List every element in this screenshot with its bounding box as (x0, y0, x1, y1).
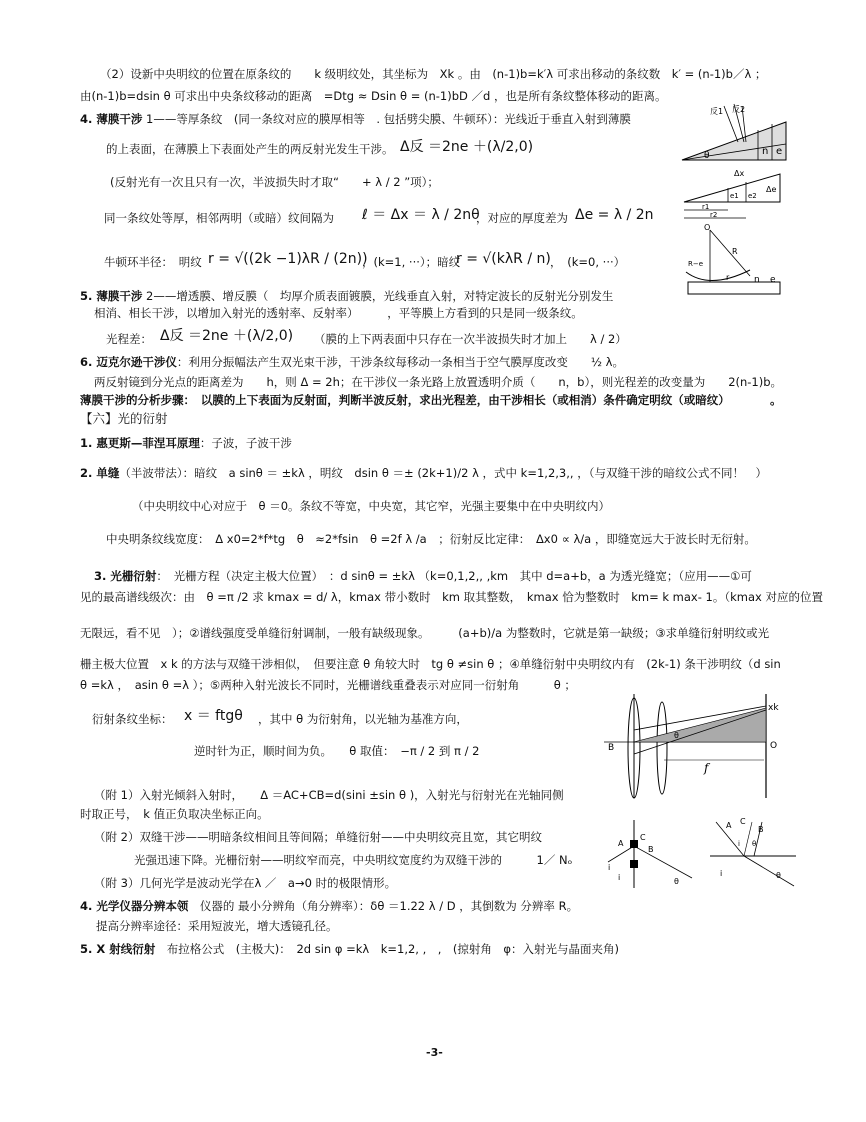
chapter-diffraction-heading: 【六】光的衍射 (80, 411, 168, 426)
section-resolution-heading: 4. 光学仪器分辨本领 (80, 899, 189, 913)
fig5-label-i2: i (618, 873, 621, 882)
text-line-18: 中央明条纹线宽度： Δ x0=2*f*tg θ ≈2*fsin θ =2f λ /a ；衍射反比定律： Δx0 ∝ λ/a ，即缝宽远大于波长时无衍射。 (106, 532, 756, 546)
page-number: -3- (426, 1046, 443, 1059)
fig6-label-a: A (726, 821, 732, 830)
fig5-label-theta: θ (674, 877, 679, 886)
lens-surface (686, 270, 750, 281)
text-line-7c: ， (k=0, ···） (550, 255, 626, 269)
section-5-heading: 5. 薄膜干涉 (80, 289, 143, 303)
fig4-label-xk: xk (768, 703, 779, 713)
text-line-31-body: 仪器的 最小分辨角（角分辨率）：δθ ＝1.22 λ / D ，其倒数为 分辨率 R。 (188, 899, 579, 913)
text-line-13 (80, 392, 782, 408)
formula-thickness-diff: Δe = λ / 2n (575, 207, 654, 223)
text-line-30: （附 3）几何光学是波动光学在λ ／ a→0 时的极限情形。 (94, 876, 397, 890)
fig1-label-theta: θ (704, 151, 710, 161)
formula-fringe-spacing: ℓ ＝ Δx ＝ λ / 2nθ (362, 207, 480, 223)
text-line-11 (80, 354, 624, 370)
text-line-32: 提高分辨率途径：采用短波光，增大透镜孔径。 (96, 919, 338, 933)
text-line-22: 栅主极大位置 x k 的方法与双缝干涉相似， 但要注意 θ 角较大时 tg θ ≠sin θ ；④单缝衍射中央明纹内有 (2k-1) 条干涉明纹（d sin (80, 657, 781, 671)
fig2-label-e1: e1 (730, 192, 739, 200)
oblique-incidence-figure-a (604, 818, 696, 890)
section-grating-heading: 3. 光栅衍射 (94, 569, 157, 583)
text-line-15 (80, 435, 292, 451)
fig3-label-r: r (726, 273, 730, 282)
section-6-heading: 6. 迈克尔逊干涉仪 (80, 355, 177, 369)
lens-element (657, 702, 667, 794)
newton-rings-figure (682, 224, 784, 300)
fig3-label-r-minus-e: R−e (688, 260, 704, 268)
diffracted-ray (634, 846, 692, 878)
formula-dark-ring: r = √(kλR / n) (456, 251, 551, 267)
fig6-label-theta2: θ (776, 871, 781, 880)
text-line-15-body: ：子波，子波干涉 (199, 436, 292, 450)
text-line-16 (80, 465, 767, 481)
fig1-label-reflect2: 反2 (732, 105, 746, 114)
fig4-label-f: f (704, 761, 709, 775)
out-ray (744, 856, 794, 886)
grating-lens-figure (604, 690, 790, 800)
section-4-heading: 4. 薄膜干涉 (80, 112, 143, 126)
text-line-2: 由(n-1)b=dsin θ 可求出中央条纹移动的距离 =Dtg ≈ Dsin θ = (n-1)bD ／d ，也是所有条纹整体移动的距离。 (80, 89, 667, 103)
text-line-20: 见的最高谱线级次：由 θ =π /2 求 kmax = d/ λ，kmax 带小数时 km 取其整数， kmax 恰为整数时 km= k max- 1。（kmax 对应的位置 (80, 590, 823, 604)
text-line-11-body: ：利用分振幅法产生双光束干涉，干涉条纹每移动一条相当于空气膜厚度改变 ½ λ。 (176, 355, 624, 369)
text-line-33-body: 布拉格公式 (主极大)： 2d sin φ =kλ k=1,2, , , (掠射角 φ：入射光与晶面夹角) (155, 942, 619, 956)
text-line-7b: ，(k=1, ···）；暗纹 (362, 255, 461, 269)
fig5-label-i: i (608, 863, 611, 872)
fig6-label-i: i (738, 840, 740, 848)
text-line-31 (80, 898, 578, 914)
fig1-label-n: n (762, 146, 769, 157)
fig3-label-o: O (704, 224, 711, 232)
text-line-25: 逆时针为正，顺时间为负。 θ 取值： −π / 2 到 π / 2 (194, 744, 480, 758)
formula-optical-path-1: Δ反 ＝2ne ＋(λ/2,0) (400, 139, 534, 155)
fig1-label-reflect1: 反1 (710, 107, 724, 116)
section-huygens-heading: 1. 惠更斯—菲涅耳原理 (80, 436, 200, 450)
glass-plate (688, 282, 780, 294)
text-line-1: （2）设新中央明纹的位置在原条纹的 k 级明纹处，其坐标为 Xk 。由 (n-1)b=k′λ 可求出移动的条纹数 k′ = (n-1)b／λ ； (100, 67, 767, 81)
fig6-label-c: C (740, 817, 746, 826)
fig2-label-r2: r2 (710, 211, 718, 219)
normal-line (744, 822, 752, 856)
fig6-label-i2: i (720, 869, 723, 878)
fig4-label-b: B (608, 743, 615, 753)
text-line-7a: 牛顿环半径： 明纹 (104, 255, 202, 269)
text-line-26: （附 1）入射光倾斜入射时， Δ ＝AC+CB=d(sini ±sin θ )，入射光与衍射光在光轴同侧 (94, 788, 564, 802)
text-line-29: 光强迅速下降。光栅衍射——明纹窄而亮，中央明纹宽度约为双缝干涉的 1／ Nₒ (134, 853, 573, 867)
formula-fringe-coordinate: x ＝ ftgθ (184, 708, 243, 724)
fig3-label-e: e (770, 275, 776, 285)
wedge-film-figure (680, 102, 788, 164)
section-single-slit-heading: 2. 单缝 (80, 466, 120, 480)
text-line-19-body: ： 光栅方程（决定主极大位置） ：d sinθ = ±kλ （k=0,1,2,, ,km 其中 d=a+b，a 为透光缝宽；（应用——①可 (156, 569, 752, 583)
fig3-label-r-big: R (732, 247, 738, 256)
fig2-label-de: Δe (766, 185, 777, 194)
fig2-label-e2: e2 (748, 192, 757, 200)
text-line-5: (反射光有一次且只有一次，半波损失时才取“ + λ / 2 ”项）； (110, 175, 439, 189)
oblique-incidence-figure-b (706, 816, 800, 892)
fig4-label-theta: θ (674, 731, 679, 740)
text-line-6a: 同一条纹处等厚，相邻两明（或暗）纹间隔为 (104, 211, 334, 225)
fig3-label-n: n (754, 275, 760, 285)
text-line-16-body: （半波带法）：暗纹 a sinθ ＝ ±kλ ，明纹 dsin θ ＝± (2k+1)/2 λ ，式中 k=1,2,3,, ，（与双缝干涉的暗纹公式不同！ ） (119, 466, 767, 480)
text-line-9: 相消、相长干涉，以增加入射光的透射率、反射率） ，平等膜上方看到的只是同一级条纹。 (94, 306, 583, 320)
text-line-3-body: 1——等厚条纹 (同一条纹对应的膜厚相等 . 包括劈尖膜、牛顿环）：光线近于垂直入射到薄膜 (142, 112, 631, 126)
text-line-3 (80, 111, 631, 127)
fig1-label-e: e (776, 146, 783, 157)
text-line-6b: ，对应的厚度差为 (476, 211, 568, 225)
text-line-19 (94, 568, 752, 584)
text-line-24b: ，其中 θ 为衍射角，以光轴为基准方向， (258, 712, 468, 726)
fig2-label-r1: r1 (702, 203, 710, 211)
fig5-label-b: B (648, 845, 654, 854)
fig6-label-b: B (758, 825, 764, 834)
analysis-steps-heading: 薄膜干涉的分析步骤： 以膜的上下表面为反射面，判断半波反射，求出光程差，由干涉相长（或相消）条件确定明纹（或暗纹） 。 (80, 393, 782, 407)
section-xray-heading: 5. X 射线衍射 (80, 942, 156, 956)
text-line-23: θ =kλ ， asin θ =λ ）；⑤两种入射光波长不同时，光栅谱线重叠表示对应同一衍射角 θ ； (80, 678, 576, 692)
formula-optical-path-2: Δ反 ＝2ne ＋(λ/2,0) (160, 328, 294, 344)
text-line-33 (80, 941, 619, 957)
text-line-27: 时取正号， k 值正负取决坐标正向。 (80, 807, 269, 821)
text-line-10b: （膜的上下两表面中只存在一次半波损失时才加上 λ / 2） (314, 332, 627, 346)
fig2-label-dx: Δx (734, 169, 745, 178)
text-line-21: 无限远，看不见 ）；②谱线强度受单缝衍射调制，一般有缺级现象。 (a+b)/a 为整数时，它就是第一缺级；③求单缝衍射明纹或光 (80, 626, 770, 640)
text-line-12: 两反射镜到分光点的距离差为 h，则 Δ = 2h；在干涉仪一条光路上放置透明介质（ n，b），则光程差的改变量为 2(n-1)b。 (94, 375, 783, 389)
text-line-24a: 衍射条纹坐标： (92, 712, 173, 726)
text-line-4: 的上表面，在薄膜上下表面处产生的两反射光发生干涉。 (106, 142, 394, 156)
text-line-10a: 光程差： (106, 332, 152, 346)
diffraction-cone (634, 708, 766, 742)
text-line-17: （中央明纹中心对应于 θ ＝0。条纹不等宽，中央宽，其它窄，光强主要集中在中央明纹内） (132, 499, 611, 513)
radius-line (710, 230, 750, 276)
text-line-8 (80, 288, 613, 304)
slit-bar-2 (630, 860, 638, 868)
text-line-8-body: 2——增透膜、增反膜（ 均厚介质表面镀膜，光线垂直入射，对特定波长的反射光分别发生 (142, 289, 614, 303)
incident-ray (608, 846, 634, 862)
wedge-shape (682, 122, 786, 160)
fig5-label-a: A (618, 839, 624, 848)
text-line-28: （附 2）双缝干涉——明暗条纹相间且等间隔；单缝衍射——中央明纹亮且宽，其它明纹 (94, 830, 542, 844)
fig5-label-c: C (640, 833, 646, 842)
wedge-spacing-figure (680, 168, 790, 224)
fig4-label-o: O (770, 741, 778, 751)
formula-bright-ring: r = √((2k −1)λR / (2n)) (208, 251, 368, 267)
fig6-label-theta: θ (752, 840, 757, 848)
slit-bar (630, 840, 638, 848)
